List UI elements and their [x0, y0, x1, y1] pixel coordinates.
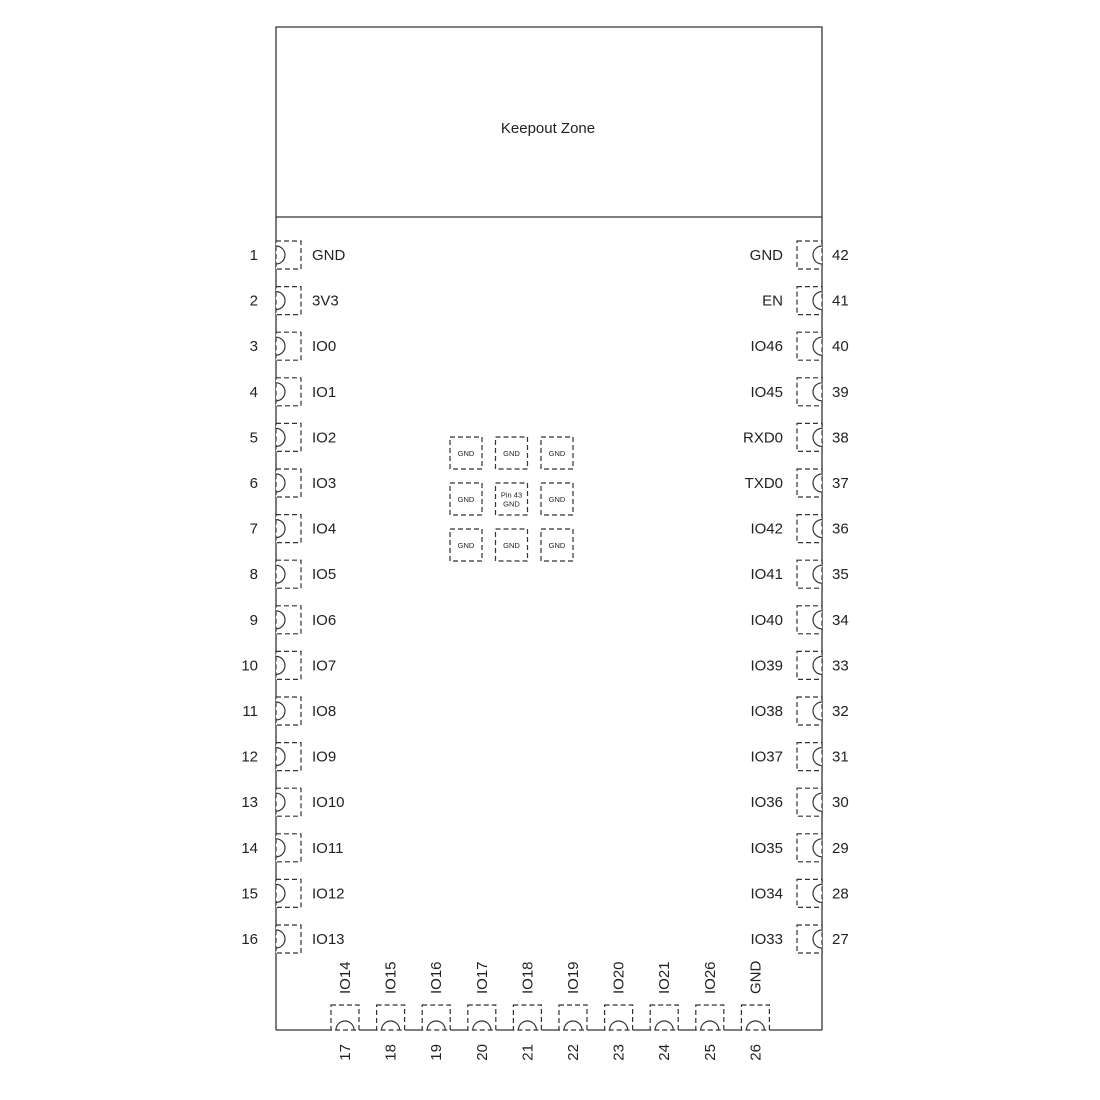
pin-pad: [276, 834, 301, 862]
pin-number: 38: [832, 429, 849, 447]
pin-name: RXD0: [742, 429, 783, 447]
pin-pad: [377, 1005, 405, 1030]
pin-name: IO0: [312, 338, 337, 356]
pin-number: 41: [832, 292, 849, 310]
right-pin-35: [750, 560, 848, 588]
pin-pad: [276, 469, 301, 497]
pin-name: IO2: [312, 429, 337, 447]
pin-pad: [605, 1005, 633, 1030]
pin-pad: [468, 1005, 496, 1030]
ground-pad: [450, 483, 482, 515]
pin-number: 9: [249, 611, 258, 629]
pin-pad: [276, 332, 301, 360]
bottom-pin-18: [377, 961, 405, 1060]
pin-name: IO20: [610, 961, 628, 994]
pin-number: 35: [832, 566, 849, 584]
pin-pad: [797, 332, 822, 360]
right-pin-42: [750, 241, 849, 269]
bottom-pin-row: [331, 961, 769, 1061]
ground-pad-label: GND: [503, 499, 520, 509]
bottom-pin-23: [605, 961, 633, 1060]
left-pin-4: [250, 378, 337, 406]
ground-pad-label: GND: [548, 449, 566, 458]
right-pin-28: [750, 879, 848, 907]
pin-name: IO3: [312, 475, 337, 492]
pin-pad: [276, 287, 301, 315]
pin-name: IO40: [750, 611, 783, 629]
pin-number: 29: [832, 839, 849, 857]
pin-number: 20: [473, 1044, 491, 1061]
pin-number: 14: [241, 839, 258, 857]
pin-name: IO21: [656, 961, 674, 994]
pin-pad: [696, 1005, 724, 1030]
left-pin-7: [250, 515, 337, 543]
left-pin-14: [241, 834, 343, 862]
bottom-pin-26: [741, 961, 769, 1061]
pin-name: TXD0: [744, 475, 783, 492]
pin-name: IO33: [750, 931, 783, 948]
pin-pad: [276, 423, 301, 451]
pin-pad: [797, 560, 822, 588]
pin-pad: [422, 1005, 450, 1030]
pin-name: IO12: [312, 885, 345, 903]
pin-number: 21: [519, 1044, 537, 1061]
pin-pad: [513, 1005, 541, 1030]
pin-name: EN: [762, 292, 783, 310]
pin-pad: [797, 423, 822, 451]
pin-pad: [797, 788, 822, 816]
ground-pad-label: GND: [457, 541, 475, 550]
pin-number: 11: [242, 703, 258, 720]
pin-number: 36: [832, 520, 849, 538]
ground-pad-label: GND: [457, 449, 475, 458]
bottom-pin-21: [513, 961, 541, 1060]
pin-pad: [276, 515, 301, 543]
pin-pad: [276, 651, 301, 679]
pin-pad: [276, 879, 301, 907]
pin-name: IO15: [382, 961, 400, 994]
pin-pad: [797, 651, 822, 679]
pin-pad: [276, 743, 301, 771]
pin-number: 6: [249, 475, 258, 492]
ground-pad: [496, 529, 528, 561]
left-pin-12: [241, 743, 336, 771]
pin-name: IO13: [312, 931, 345, 948]
pin-number: 18: [382, 1044, 400, 1061]
pin-number: 28: [832, 885, 849, 903]
ground-pad: [541, 529, 573, 561]
ground-pad: [496, 437, 528, 469]
ground-pad: [450, 529, 482, 561]
ground-pad-label: GND: [548, 541, 566, 550]
left-pin-column: [241, 241, 345, 953]
pin-number: 4: [249, 383, 258, 401]
pin-number: 33: [832, 657, 849, 675]
pin-number: 30: [832, 794, 849, 812]
pin-pad: [331, 1005, 359, 1030]
pin-number: 1: [249, 247, 258, 264]
pin-pad: [797, 515, 822, 543]
ground-pad: [541, 483, 573, 515]
right-pin-39: [750, 378, 848, 406]
pin-pad: [797, 925, 822, 953]
pin-pad: [741, 1005, 769, 1030]
right-pin-40: [750, 332, 848, 360]
right-pin-36: [750, 515, 848, 543]
bottom-pin-19: [422, 961, 450, 1060]
pin-name: IO45: [750, 383, 783, 401]
left-pin-16: [241, 925, 344, 953]
left-pin-3: [250, 332, 337, 360]
pin-number: 17: [337, 1044, 354, 1061]
pin-name: IO16: [428, 961, 446, 994]
pin-number: 2: [249, 292, 258, 310]
pin-name: IO34: [750, 885, 783, 903]
pin-name: IO1: [312, 383, 337, 401]
pin-name: GND: [312, 247, 346, 264]
pin-name: IO35: [750, 839, 783, 857]
pin-name: IO11: [312, 839, 344, 857]
bottom-pin-24: [650, 961, 678, 1060]
pin-name: IO7: [312, 657, 337, 675]
pin-name: GND: [747, 960, 765, 994]
pin-pad: [797, 879, 822, 907]
pin-pad: [797, 378, 822, 406]
pin-number: 19: [428, 1044, 446, 1061]
pin-number: 15: [241, 885, 258, 903]
left-pin-2: [250, 287, 339, 315]
pin-pad: [276, 925, 301, 953]
pin-name: IO5: [312, 566, 337, 584]
right-pin-33: [750, 651, 848, 679]
pin-pad: [276, 560, 301, 588]
pin-pad: [276, 697, 301, 725]
pin-number: 40: [832, 338, 849, 356]
pin-number: 7: [249, 520, 258, 538]
pin-number: 5: [249, 429, 258, 447]
left-pin-13: [241, 788, 344, 816]
pin-pad: [797, 241, 822, 269]
ground-pad: [541, 437, 573, 469]
bottom-pin-17: [331, 961, 359, 1060]
pin-name: IO8: [312, 703, 337, 720]
pin-number: 37: [832, 475, 849, 492]
left-pin-9: [250, 606, 337, 634]
pin-pad: [650, 1005, 678, 1030]
pin-name: IO18: [519, 961, 537, 994]
pin-name: GND: [749, 247, 783, 264]
right-pin-29: [750, 834, 848, 862]
right-pin-30: [750, 788, 848, 816]
right-pin-38: [743, 423, 849, 451]
pin-number: 24: [656, 1044, 674, 1061]
pin-pad: [797, 606, 822, 634]
pin-number: 25: [701, 1044, 719, 1061]
pin-name: IO17: [473, 961, 491, 994]
pin-name: IO41: [750, 566, 783, 584]
left-pin-8: [250, 560, 337, 588]
pin-number: 32: [832, 703, 849, 720]
ground-pad-label: GND: [457, 495, 475, 504]
pin-name: 3V3: [312, 292, 339, 310]
pin-number: 12: [241, 748, 258, 766]
pin-name: IO26: [701, 961, 719, 994]
pin-pad: [797, 743, 822, 771]
pin-pad: [797, 697, 822, 725]
pin-name: IO46: [750, 338, 783, 356]
pin-name: IO38: [750, 703, 783, 720]
pin-number: 27: [832, 931, 849, 948]
right-pin-37: [745, 469, 849, 497]
pin-number: 8: [249, 566, 258, 584]
pin-name: IO6: [312, 611, 337, 629]
keepout-zone-label: Keepout Zone: [500, 120, 596, 137]
pin-name: IO37: [750, 748, 783, 766]
pin-number: 31: [832, 748, 849, 766]
right-pin-32: [750, 697, 848, 725]
pin-number: 39: [832, 383, 849, 401]
ground-pad-label: Pin 43: [500, 490, 523, 500]
pin-pad: [276, 378, 301, 406]
left-pin-5: [250, 423, 337, 451]
pin-pad: [797, 834, 822, 862]
pin-name: IO9: [312, 748, 337, 766]
left-pin-15: [241, 879, 344, 907]
ground-pad-grid: [450, 437, 573, 561]
pin-name: IO14: [337, 961, 354, 994]
bottom-pin-20: [468, 961, 496, 1060]
bottom-pin-25: [696, 961, 724, 1060]
pin-pad: [276, 788, 301, 816]
pin-pad: [276, 241, 301, 269]
right-pin-27: [750, 925, 848, 953]
pin-name: IO42: [750, 520, 783, 538]
pin-name: IO10: [312, 794, 345, 812]
pin-number: 42: [832, 247, 849, 264]
pin-pad: [276, 606, 301, 634]
left-pin-1: [250, 241, 346, 269]
pin-number: 10: [241, 657, 258, 675]
pin-name: IO36: [750, 794, 783, 812]
pin-pad: [797, 287, 822, 315]
ground-pad: [450, 437, 482, 469]
ground-pad-label: GND: [503, 541, 520, 550]
pin-number: 3: [249, 338, 258, 356]
pin-name: IO39: [750, 657, 783, 675]
ground-pad: [496, 483, 528, 515]
right-pin-column: [743, 241, 849, 953]
pin-number: 26: [747, 1044, 765, 1061]
bottom-pin-22: [559, 961, 587, 1060]
pin-number: 13: [241, 794, 258, 812]
pin-name: IO4: [312, 520, 337, 538]
pin-number: 22: [565, 1044, 582, 1061]
left-pin-10: [241, 651, 336, 679]
ground-pad-label: GND: [548, 495, 566, 504]
pin-number: 34: [832, 611, 849, 629]
left-pin-6: [250, 469, 337, 497]
pin-number: 16: [241, 931, 258, 948]
left-pin-11: [242, 697, 336, 725]
right-pin-31: [750, 743, 848, 771]
right-pin-41: [762, 287, 849, 315]
ground-pad-label: GND: [503, 449, 520, 458]
pin-pad: [797, 469, 822, 497]
right-pin-34: [750, 606, 848, 634]
pin-number: 23: [610, 1044, 628, 1061]
pin-pad: [559, 1005, 587, 1030]
pin-name: IO19: [565, 961, 582, 994]
